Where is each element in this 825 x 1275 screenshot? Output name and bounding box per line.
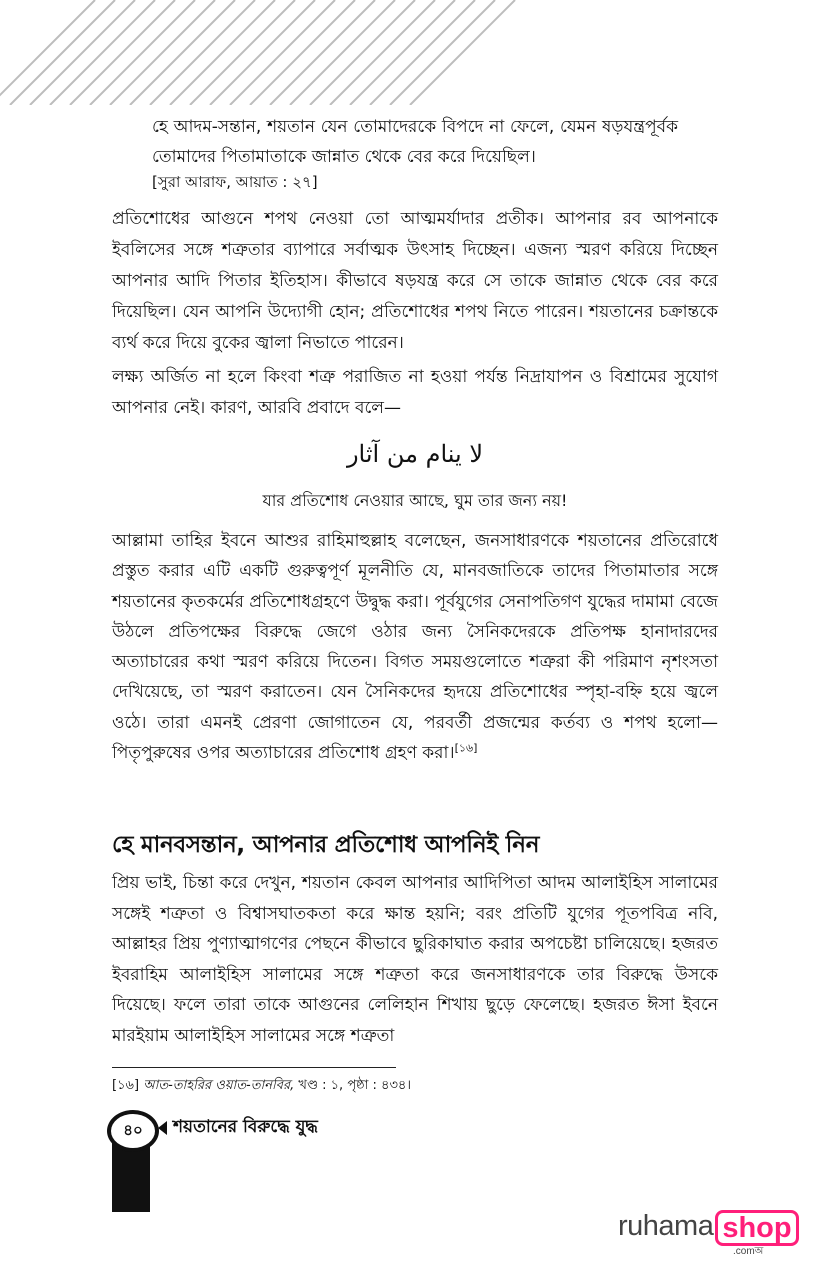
hatch-line	[290, 0, 395, 105]
page-number: ৪০	[107, 1110, 159, 1152]
footnote-title: আত-তাহরির ওয়াত-তানবির,	[143, 1078, 295, 1093]
running-title-text: শয়তানের বিরুদ্ধে যুদ্ধ	[173, 1117, 318, 1137]
hatch-line	[10, 0, 115, 105]
hatch-line	[210, 0, 315, 105]
hatch-line	[390, 0, 495, 105]
hatch-line	[250, 0, 355, 105]
paragraph-2: লক্ষ্য অর্জিত না হলে কিংবা শত্রু পরাজিত না হওয়া পর্যন্ত নিদ্রাযাপন ও বিশ্রামের সুযোগ আপনার নেই। কারণ, আরবি প্রবাদে বলে—	[112, 367, 718, 418]
hatch-line	[330, 0, 435, 105]
hatch-line	[270, 0, 375, 105]
footnote-marker: [১৬]	[112, 1078, 140, 1093]
hatch-line	[410, 0, 515, 105]
ruhamashop-logo	[618, 1210, 799, 1254]
hatch-line	[230, 0, 335, 105]
paragraph-1: প্রতিশোধের আগুনে শপথ নেওয়া তো আত্মমর্যাদার প্রতীক। আপনার রব আপনাকে ইবলিসের সঙ্গে শত্রুতার ব্যাপারে সর্বাত্মক উৎসাহ দিচ্ছেন। এজন্য স্মরণ করিয়ে দিচ্ছেন আপনার আদি পিতার ইতিহাস। কীভাবে ষড়যন্ত্র করে সে তাকে জান্নাত থেকে বের করে দিয়েছিল। যেন আপনি উদ্যোগী হোন; প্রতিশোধের শপথ নিতে পারেন। শয়তানের চক্রান্তকে ব্যর্থ করে দিয়ে বুকের জ্বালা নিভাতে পারেন।	[112, 209, 718, 353]
running-title	[158, 1114, 318, 1142]
hatch-line	[170, 0, 275, 105]
logo-word-shop: shop	[715, 1210, 798, 1246]
hatch-line	[310, 0, 415, 105]
footnote-detail: খণ্ড : ১, পৃষ্ঠা : ৪৩৪।	[298, 1078, 412, 1093]
logo-word-ruhama: ruhama	[618, 1210, 714, 1242]
arabic-proverb: لا ينام من آثار	[346, 440, 484, 468]
footnote-divider	[112, 1067, 396, 1068]
paragraph-3-text: আল্লামা তাহির ইবনে আশুর রাহিমাহুল্লাহ বলেছেন, জনসাধারণকে শয়তানের প্রতিরোধে প্রস্তুত করার এটি একটি গুরুত্বপূর্ণ মূলনীতি যে, মানবজাতিকে তাদের পিতামাতার সঙ্গে শয়তানের কৃতকর্মের প্রতিশোধগ্রহণে উদ্বুদ্ধ করা। পূর্বযুগের সেনাপতিগণ যুদ্ধের দামামা বেজে উঠলে প্রতিপক্ষের বিরুদ্ধে জেগে ওঠার জন্য সৈনিকদেরকে প্রতিপক্ষ হানাদারদের অত্যাচারের কথা স্মরণ করিয়ে দিতেন। বিগত সময়গুলোতে শত্রুরা কী পরিমাণ নৃশংসতা দেখিয়েছে, তা স্মরণ করাতেন। যেন সৈনিকদের হৃদয়ে প্রতিশোধের স্পৃহা-বহ্নি হয়ে জ্বলে ওঠে। তারা এমনই প্রেরণা জোগাতেন যে, পরবর্তী প্রজন্মের কর্তব্য ও শপথ হলো—পিতৃপুরুষের ওপর অত্যাচারের প্রতিশোধ গ্রহণ করা।	[112, 531, 718, 764]
decorative-hatch	[0, 0, 825, 105]
arrow-left-icon	[158, 1121, 167, 1135]
hatch-line	[350, 0, 455, 105]
hatch-line	[130, 0, 235, 105]
paragraph-3	[112, 526, 718, 768]
footnote-reference[interactable]: [১৬]	[454, 741, 478, 755]
quote-reference: [সুরা আরাফ, আয়াত : ২৭]	[152, 173, 318, 191]
logo-suffix: .comঅ	[733, 1246, 764, 1257]
section-heading: হে মানবসন্তান, আপনার প্রতিশোধ আপনিই নিন	[112, 832, 540, 858]
hatch-line	[90, 0, 195, 105]
hatch-line	[110, 0, 215, 105]
footnote	[112, 1076, 411, 1097]
hatch-line	[0, 0, 95, 105]
arabic-proverb-translation: যার প্রতিশোধ নেওয়ার আছে, ঘুম তার জন্য নয়!	[262, 491, 568, 510]
quran-quote: হে আদম-সন্তান, শয়তান যেন তোমাদেরকে বিপদে না ফেলে, যেমন ষড়যন্ত্রপূর্বক তোমাদের পিতামাতাকে জান্নাত থেকে বের করে দিয়েছিল।	[152, 117, 678, 167]
hatch-line	[190, 0, 295, 105]
hatch-line	[370, 0, 475, 105]
paragraph-4: প্রিয় ভাই, চিন্তা করে দেখুন, শয়তান কেবল আপনার আদিপিতা আদম আলাইহিস সালামের সঙ্গেই শত্রুতা ও বিশ্বাসঘাতকতা করে ক্ষান্ত হয়নি; বরং প্রতিটি যুগের পূতপবিত্র নবি, আল্লাহর প্রিয় পুণ্যাত্মাগণের পেছনে কীভাবে ছুরিকাঘাত করার অপচেষ্টা চালিয়েছে। হজরত ইবরাহিম আলাইহিস সালামের সঙ্গে শত্রুতা করে জনসাধারণকে তার বিরুদ্ধে উসকে দিয়েছে। ফলে তারা তাকে আগুনের লেলিহান শিখায় ছুড়ে ফেলেছে। হজরত ঈসা ইবনে মারইয়াম আলাইহিস সালামের সঙ্গে শত্রুতা	[112, 873, 718, 1046]
hatch-line	[50, 0, 155, 105]
hatch-line	[70, 0, 175, 105]
hatch-line	[30, 0, 135, 105]
hatch-line	[150, 0, 255, 105]
